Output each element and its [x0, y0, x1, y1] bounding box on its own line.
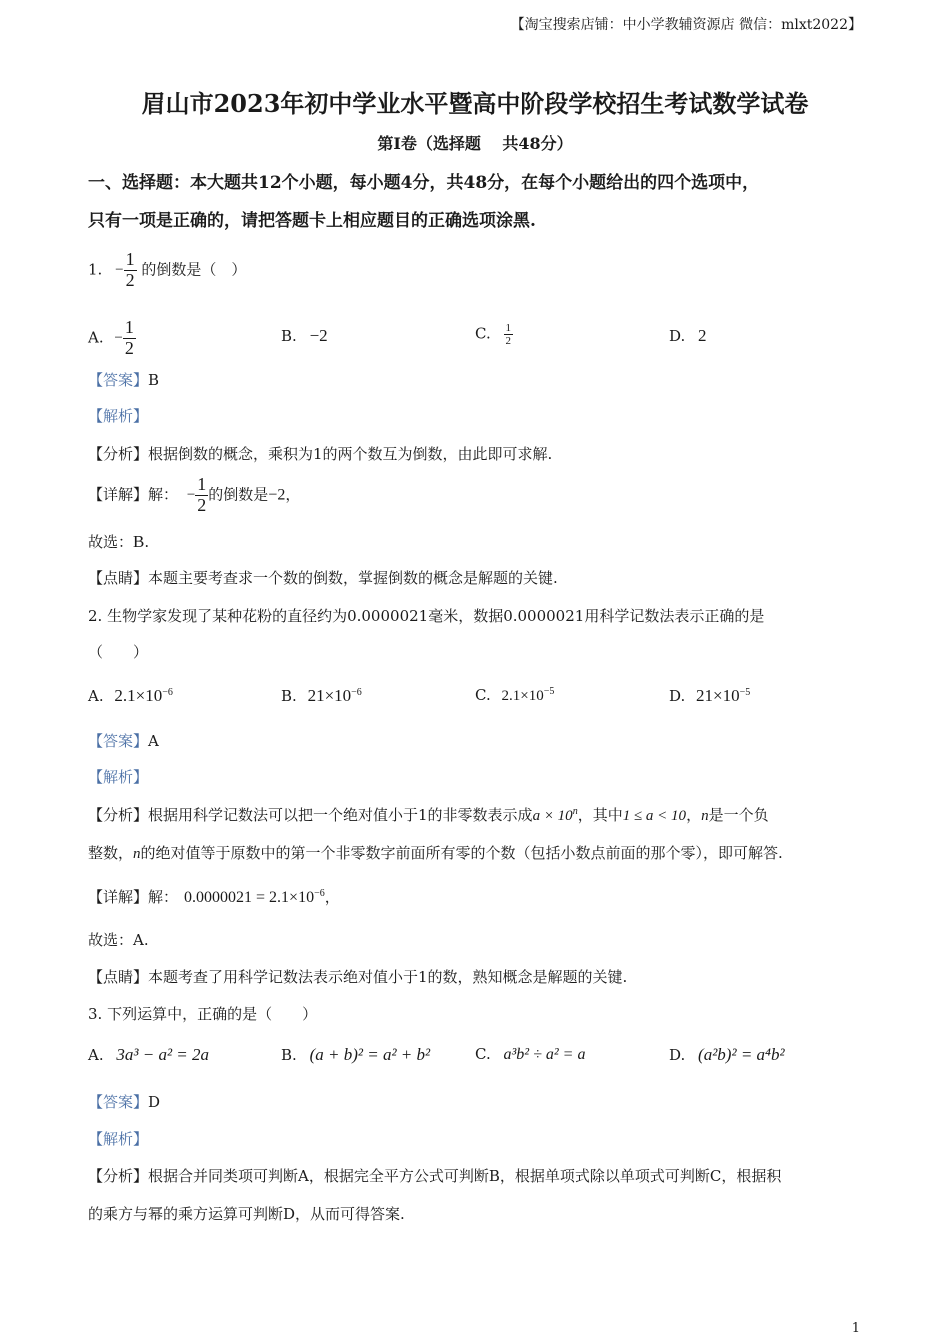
answer-value: D — [148, 1093, 161, 1111]
detail-line: 【详解】解： $0.0000021 = 2.1\times 10^{-6}$， — [88, 888, 340, 906]
analysis-tag: 【解析】 — [88, 1130, 149, 1148]
analysis-line-2: 的乘方与幂的乘方运算可判断D，从而可得答案. — [88, 1205, 405, 1223]
option-d: D. $21\times 10^{-5}$ — [669, 686, 751, 705]
answer-tag: 【答案】 — [88, 1093, 149, 1111]
analysis-line-1: 【分析】根据用科学记数法可以把一个绝对值小于1的非零数表示成$a \times 10^n$，其中1 ≤ a < 10，n是一个负 — [88, 806, 769, 824]
answer-line — [88, 1091, 160, 1112]
question-2-stem-line1: 2. 生物学家发现了某种花粉的直径约为0.0000021毫米，数据0.0000021用科学记数法表示正确的是 — [88, 607, 765, 625]
option-d: D. 2 — [669, 326, 707, 345]
analysis-tag: 【解析】 — [88, 407, 149, 425]
section-instructions-line2: 只有一项是正确的，请把答题卡上相应题目的正确选项涂黑. — [88, 211, 536, 231]
answer-line — [88, 369, 159, 390]
stem-text: 的倒数是（ ） — [141, 260, 247, 279]
option-a: A. 3a³ − a² = 2a — [88, 1045, 210, 1064]
option-b: B. (a + b)² = a² + b² — [281, 1045, 431, 1064]
question-2-stem-line2: （ ） — [88, 643, 149, 661]
remark-line: 【点睛】本题考查了用科学记数法表示绝对值小于1的数，熟知概念是解题的关键. — [88, 968, 628, 986]
page-title: 眉山市2023年初中学业水平暨高中阶段学校招生考试数学试卷 — [141, 89, 809, 118]
page-subtitle: 第I卷（选择题 共48分） — [377, 134, 573, 153]
option-c: C. $\frac{1}{2}$ — [475, 322, 511, 348]
section-instructions-line1: 一、选择题：本大题共12个小题，每小题4分，共48分，在每个小题给出的四个选项中， — [88, 173, 760, 193]
question-number: 1. — [88, 260, 103, 279]
answer-tag: 【答案】 — [88, 732, 149, 750]
answer-tag: 【答案】 — [88, 371, 149, 389]
option-c: C. $2.1\times 10^{-5}$ — [475, 686, 555, 704]
fraction: $\frac{1}{2}$ — [124, 317, 134, 358]
remark-line: 【点睛】本题主要考查求一个数的倒数，掌握倒数的概念是解题的关键. — [88, 569, 558, 587]
answer-line — [88, 730, 159, 751]
answer-value: B — [148, 371, 160, 389]
question-1-stem — [88, 250, 246, 291]
frac-sign: − — [115, 262, 124, 279]
option-a: A. − $\frac{1}{2}$ — [88, 317, 134, 358]
option-b: B. $21\times 10^{-6}$ — [281, 686, 362, 705]
fraction: $\frac{1}{2}$ — [197, 474, 207, 515]
page-number: 1 — [851, 1321, 860, 1336]
choice-line: 故选：B. — [88, 532, 150, 551]
analysis-line: 【分析】根据倒数的概念，乘积为1的两个数互为倒数，由此即可求解. — [88, 445, 553, 463]
analysis-line-1: 【分析】根据合并同类项可判断A，根据完全平方公式可判断B，根据单项式除以单项式可判断C，根据积 — [88, 1167, 782, 1185]
detail-line: 【详解】解： − $\frac{1}{2}$ 的倒数是−2， — [88, 474, 301, 515]
option-c: C. a³b² ÷ a² = a — [475, 1045, 586, 1063]
option-a: A. $2.1\times 10^{-6}$ — [88, 686, 173, 705]
question-3-stem: 3. 下列运算中，正确的是（ ） — [88, 1005, 318, 1023]
option-b: B. −2 — [281, 326, 328, 345]
header-note: 【淘宝搜索店铺：中小学教辅资源店 微信：mlxt2022】 — [510, 17, 862, 33]
fraction: $\frac{1}{2}$ — [125, 249, 135, 290]
fraction: $\frac{1}{2}$ — [505, 322, 511, 348]
choice-line: 故选：A. — [88, 931, 149, 949]
option-d: D. (a²b)² = a⁴b² — [669, 1045, 785, 1064]
analysis-tag: 【解析】 — [88, 768, 149, 786]
analysis-line-2: 整数，n的绝对值等于原数中的第一个非零数字前面所有零的个数（包括小数点前面的那个零），即可解答. — [88, 844, 783, 862]
answer-value: A — [148, 732, 159, 750]
